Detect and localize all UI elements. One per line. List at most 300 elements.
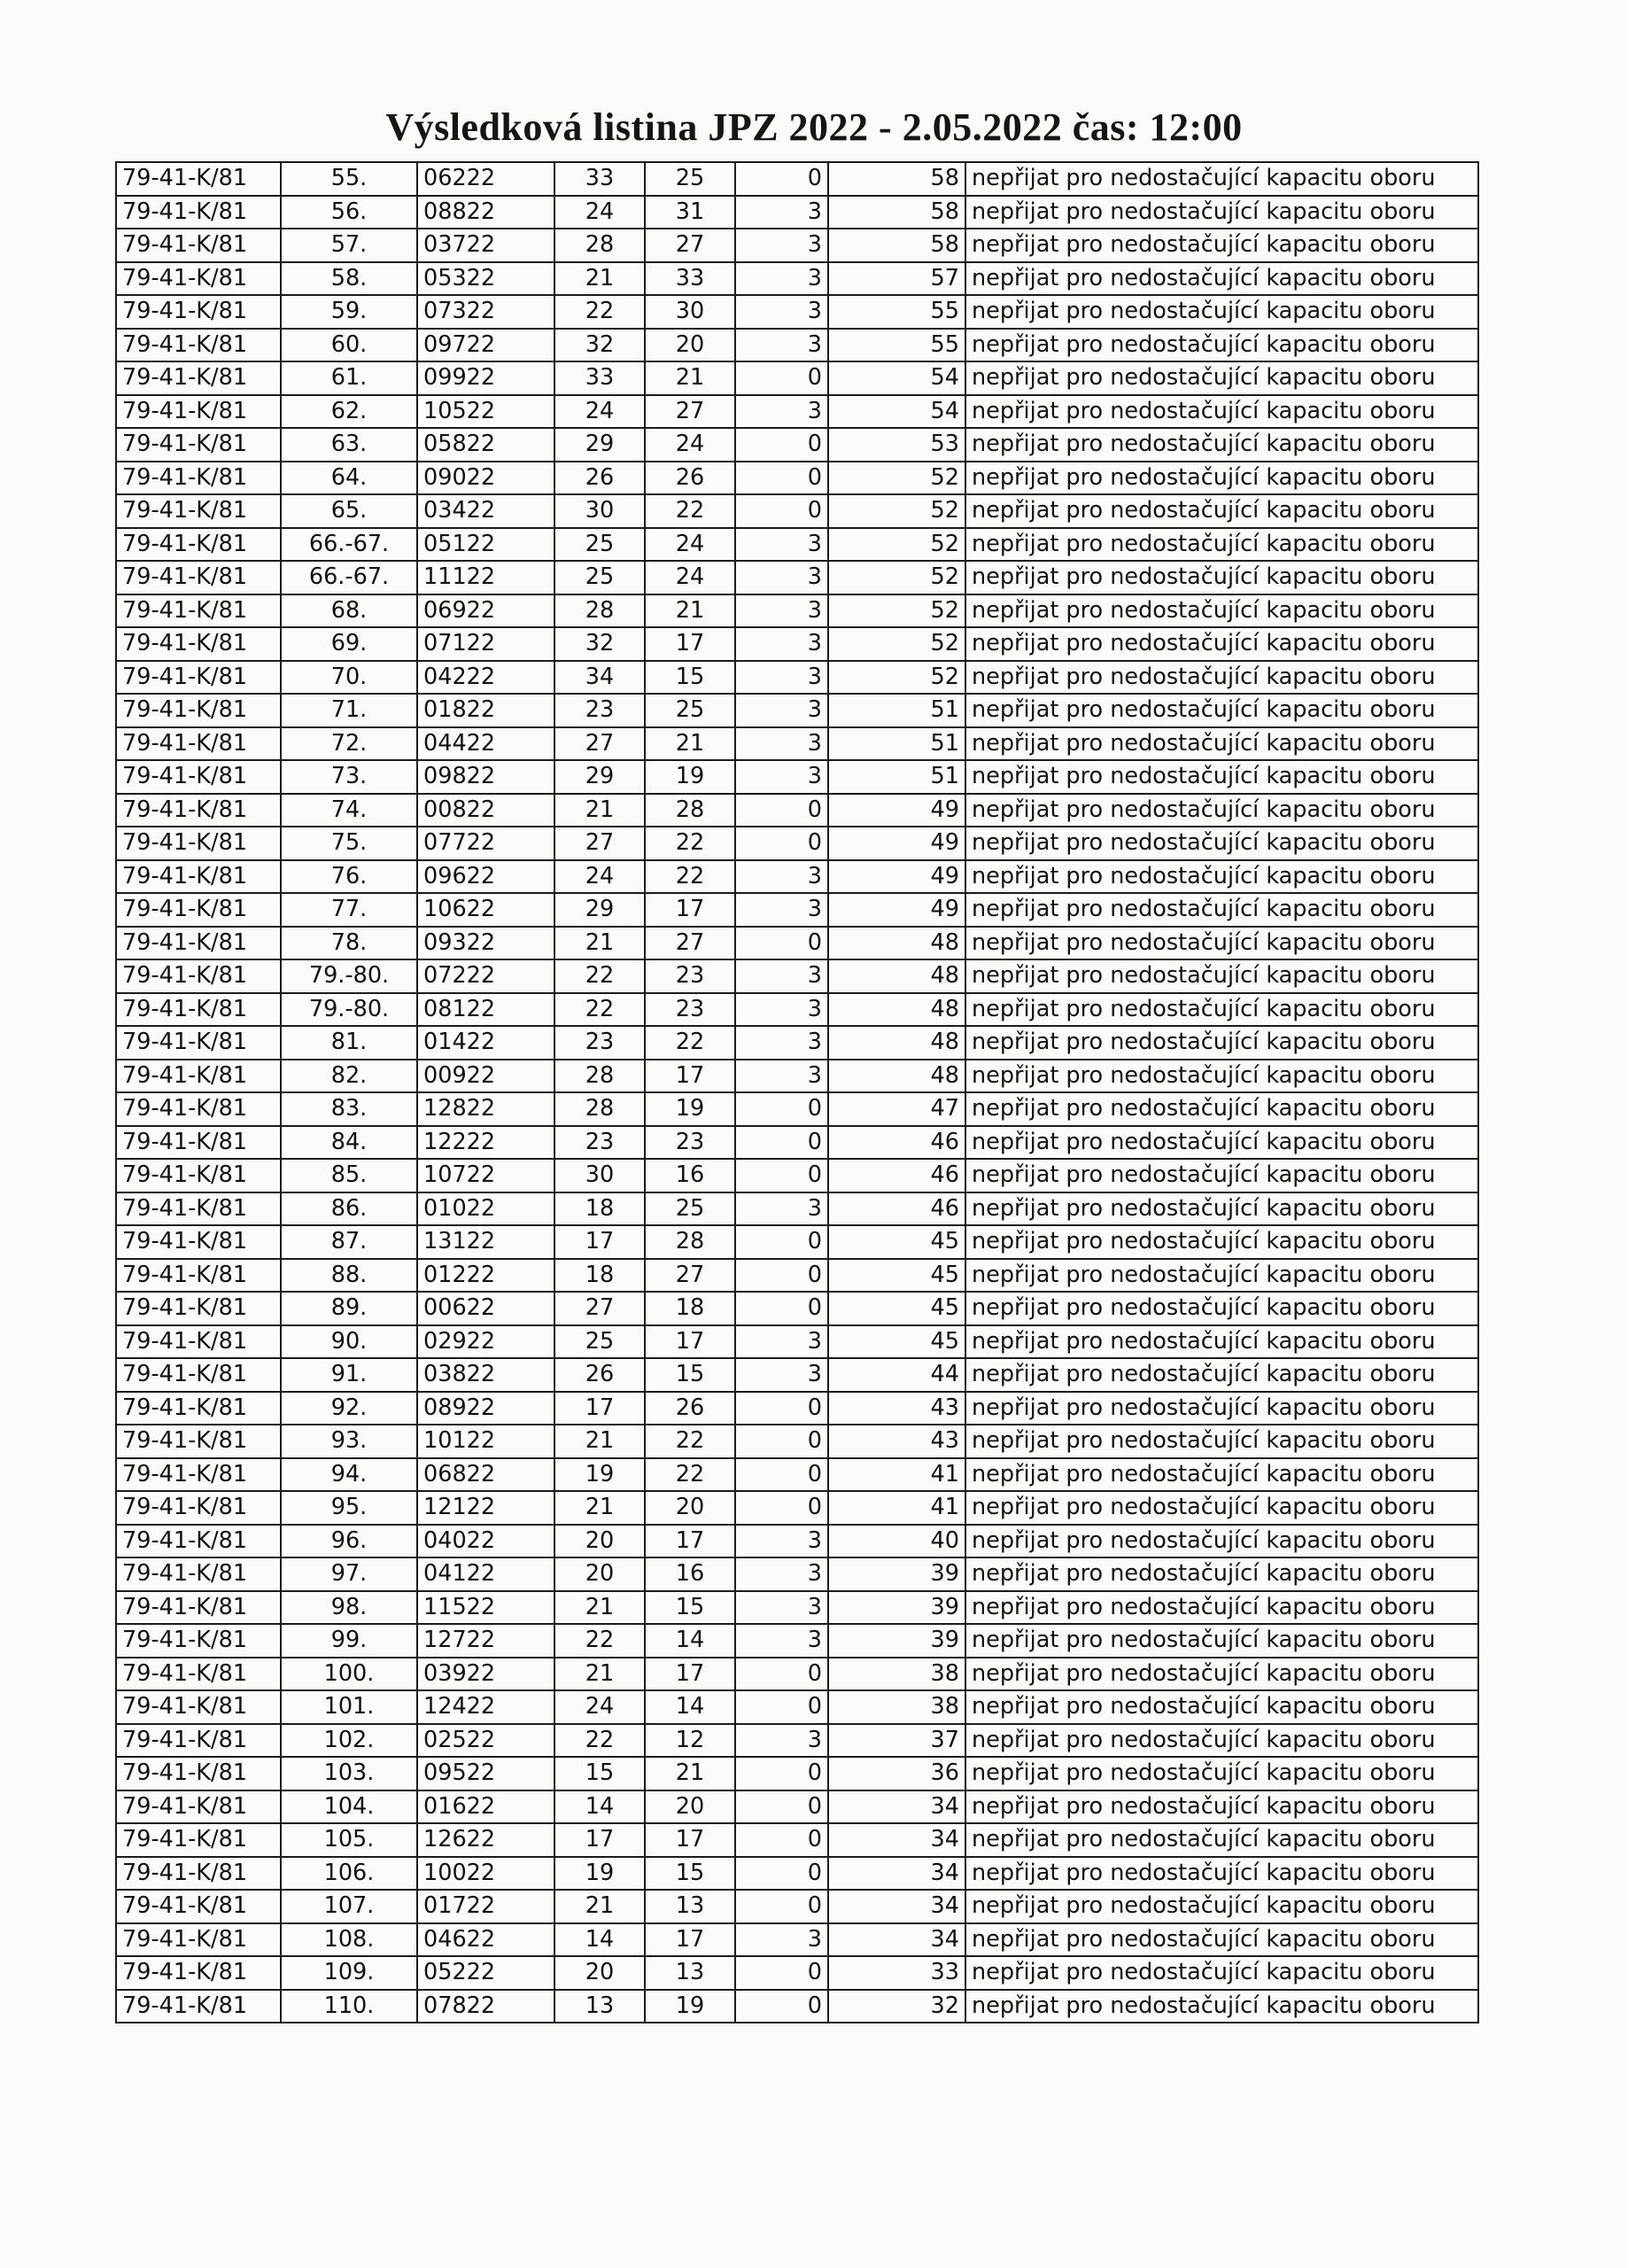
cell-bonus: 0	[735, 1225, 828, 1259]
table-row	[116, 1026, 1478, 1060]
cell-bonus: 3	[735, 329, 828, 362]
cell-obor: 79-41-K/81	[116, 361, 281, 395]
cell-bonus: 3	[735, 196, 828, 229]
cell-poradi: 82.	[281, 1060, 417, 1093]
cell-poradi: 66.-67.	[281, 561, 417, 594]
cell-celkem: 37	[828, 1724, 965, 1758]
cell-celkem: 52	[828, 528, 965, 562]
cell-mat: 27	[645, 229, 735, 262]
cell-kod: 04222	[417, 661, 554, 695]
cell-mat: 17	[645, 1923, 735, 1957]
cell-mat: 27	[645, 1259, 735, 1293]
cell-celkem: 32	[828, 1990, 965, 2023]
cell-cj: 24	[554, 1690, 645, 1724]
table-row	[116, 1126, 1478, 1160]
cell-celkem: 48	[828, 993, 965, 1027]
cell-vysledek: nepřijat pro nedostačující kapacitu oboru	[965, 760, 1478, 794]
cell-bonus: 0	[735, 1890, 828, 1923]
cell-celkem: 34	[828, 1790, 965, 1824]
table-row	[116, 661, 1478, 695]
cell-vysledek: nepřijat pro nedostačující kapacitu oboru	[965, 528, 1478, 562]
cell-celkem: 52	[828, 462, 965, 495]
cell-poradi: 95.	[281, 1491, 417, 1525]
cell-mat: 20	[645, 1790, 735, 1824]
cell-cj: 13	[554, 1990, 645, 2023]
cell-bonus: 3	[735, 1358, 828, 1392]
cell-cj: 22	[554, 959, 645, 993]
cell-poradi: 105.	[281, 1823, 417, 1857]
cell-kod: 01422	[417, 1026, 554, 1060]
cell-bonus: 3	[735, 1525, 828, 1558]
cell-celkem: 52	[828, 594, 965, 628]
cell-bonus: 3	[735, 1923, 828, 1957]
cell-celkem: 54	[828, 395, 965, 429]
table-row	[116, 1591, 1478, 1625]
cell-vysledek: nepřijat pro nedostačující kapacitu oboru	[965, 561, 1478, 594]
cell-bonus: 0	[735, 428, 828, 462]
table-row	[116, 1192, 1478, 1226]
cell-bonus: 0	[735, 1458, 828, 1492]
cell-bonus: 0	[735, 1491, 828, 1525]
cell-bonus: 3	[735, 993, 828, 1027]
cell-cj: 21	[554, 1658, 645, 1691]
cell-poradi: 94.	[281, 1458, 417, 1492]
cell-vysledek: nepřijat pro nedostačující kapacitu oboru	[965, 395, 1478, 429]
cell-vysledek: nepřijat pro nedostačující kapacitu oboru	[965, 1026, 1478, 1060]
cell-obor: 79-41-K/81	[116, 1890, 281, 1923]
cell-cj: 20	[554, 1525, 645, 1558]
cell-mat: 18	[645, 1292, 735, 1325]
cell-cj: 25	[554, 1325, 645, 1359]
cell-obor: 79-41-K/81	[116, 860, 281, 894]
cell-vysledek: nepřijat pro nedostačující kapacitu oboru	[965, 1126, 1478, 1160]
cell-obor: 79-41-K/81	[116, 661, 281, 695]
cell-mat: 21	[645, 727, 735, 761]
cell-kod: 00822	[417, 794, 554, 827]
cell-mat: 23	[645, 1126, 735, 1160]
cell-kod: 02922	[417, 1325, 554, 1359]
table-row	[116, 229, 1478, 262]
table-row	[116, 694, 1478, 727]
table-row	[116, 428, 1478, 462]
table-row	[116, 959, 1478, 993]
cell-bonus: 3	[735, 1557, 828, 1591]
cell-mat: 28	[645, 1225, 735, 1259]
cell-bonus: 0	[735, 1092, 828, 1126]
cell-cj: 20	[554, 1956, 645, 1990]
cell-vysledek: nepřijat pro nedostačující kapacitu oboru	[965, 627, 1478, 661]
table-row	[116, 196, 1478, 229]
cell-celkem: 39	[828, 1624, 965, 1658]
cell-mat: 14	[645, 1690, 735, 1724]
cell-poradi: 96.	[281, 1525, 417, 1558]
cell-vysledek: nepřijat pro nedostačující kapacitu oboru	[965, 1658, 1478, 1691]
cell-cj: 18	[554, 1192, 645, 1226]
cell-vysledek: nepřijat pro nedostačující kapacitu oboru	[965, 1292, 1478, 1325]
cell-celkem: 38	[828, 1690, 965, 1724]
cell-mat: 16	[645, 1557, 735, 1591]
cell-obor: 79-41-K/81	[116, 959, 281, 993]
cell-celkem: 48	[828, 1060, 965, 1093]
cell-poradi: 100.	[281, 1658, 417, 1691]
cell-cj: 28	[554, 229, 645, 262]
cell-vysledek: nepřijat pro nedostačující kapacitu oboru	[965, 1823, 1478, 1857]
cell-poradi: 75.	[281, 827, 417, 860]
cell-mat: 19	[645, 760, 735, 794]
cell-cj: 21	[554, 927, 645, 960]
cell-obor: 79-41-K/81	[116, 1292, 281, 1325]
cell-mat: 21	[645, 361, 735, 395]
cell-cj: 26	[554, 1358, 645, 1392]
cell-kod: 09722	[417, 329, 554, 362]
cell-cj: 22	[554, 295, 645, 329]
cell-obor: 79-41-K/81	[116, 1658, 281, 1691]
cell-bonus: 3	[735, 1624, 828, 1658]
cell-bonus: 0	[735, 1126, 828, 1160]
cell-vysledek: nepřijat pro nedostačující kapacitu oboru	[965, 229, 1478, 262]
cell-vysledek: nepřijat pro nedostačující kapacitu oboru	[965, 694, 1478, 727]
cell-bonus: 3	[735, 1724, 828, 1758]
cell-obor: 79-41-K/81	[116, 1557, 281, 1591]
cell-obor: 79-41-K/81	[116, 329, 281, 362]
cell-mat: 23	[645, 959, 735, 993]
cell-celkem: 40	[828, 1525, 965, 1558]
cell-cj: 28	[554, 1060, 645, 1093]
cell-bonus: 3	[735, 860, 828, 894]
cell-bonus: 3	[735, 1060, 828, 1093]
cell-bonus: 0	[735, 361, 828, 395]
cell-cj: 29	[554, 428, 645, 462]
cell-bonus: 0	[735, 1757, 828, 1790]
cell-poradi: 70.	[281, 661, 417, 695]
cell-mat: 25	[645, 694, 735, 727]
cell-poradi: 84.	[281, 1126, 417, 1160]
cell-cj: 32	[554, 329, 645, 362]
cell-obor: 79-41-K/81	[116, 1225, 281, 1259]
cell-cj: 24	[554, 395, 645, 429]
table-row	[116, 494, 1478, 528]
cell-obor: 79-41-K/81	[116, 627, 281, 661]
cell-kod: 04422	[417, 727, 554, 761]
cell-cj: 25	[554, 561, 645, 594]
cell-celkem: 48	[828, 1026, 965, 1060]
cell-obor: 79-41-K/81	[116, 428, 281, 462]
cell-kod: 03822	[417, 1358, 554, 1392]
cell-cj: 28	[554, 1092, 645, 1126]
cell-vysledek: nepřijat pro nedostačující kapacitu oboru	[965, 1192, 1478, 1226]
cell-poradi: 102.	[281, 1724, 417, 1758]
cell-celkem: 49	[828, 827, 965, 860]
cell-poradi: 59.	[281, 295, 417, 329]
cell-obor: 79-41-K/81	[116, 1757, 281, 1790]
cell-bonus: 0	[735, 1159, 828, 1192]
cell-kod: 03922	[417, 1658, 554, 1691]
cell-celkem: 44	[828, 1358, 965, 1392]
cell-poradi: 93.	[281, 1425, 417, 1458]
cell-obor: 79-41-K/81	[116, 561, 281, 594]
cell-mat: 17	[645, 1325, 735, 1359]
cell-mat: 17	[645, 627, 735, 661]
cell-kod: 12222	[417, 1126, 554, 1160]
cell-kod: 05222	[417, 1956, 554, 1990]
cell-cj: 21	[554, 1890, 645, 1923]
cell-bonus: 3	[735, 395, 828, 429]
cell-bonus: 3	[735, 1591, 828, 1625]
cell-celkem: 52	[828, 494, 965, 528]
cell-vysledek: nepřijat pro nedostačující kapacitu oboru	[965, 1990, 1478, 2023]
cell-vysledek: nepřijat pro nedostačující kapacitu oboru	[965, 262, 1478, 296]
cell-kod: 09322	[417, 927, 554, 960]
cell-celkem: 45	[828, 1225, 965, 1259]
cell-cj: 30	[554, 1159, 645, 1192]
cell-cj: 18	[554, 1259, 645, 1293]
cell-bonus: 3	[735, 528, 828, 562]
cell-mat: 25	[645, 1192, 735, 1226]
cell-obor: 79-41-K/81	[116, 1491, 281, 1525]
cell-mat: 15	[645, 1857, 735, 1891]
cell-vysledek: nepřijat pro nedostačující kapacitu oboru	[965, 1525, 1478, 1558]
cell-poradi: 56.	[281, 196, 417, 229]
cell-obor: 79-41-K/81	[116, 1392, 281, 1425]
cell-poradi: 57.	[281, 229, 417, 262]
cell-kod: 01822	[417, 694, 554, 727]
cell-cj: 27	[554, 827, 645, 860]
cell-poradi: 79.-80.	[281, 959, 417, 993]
cell-mat: 15	[645, 661, 735, 695]
cell-vysledek: nepřijat pro nedostačující kapacitu oboru	[965, 1491, 1478, 1525]
cell-cj: 14	[554, 1923, 645, 1957]
cell-celkem: 51	[828, 760, 965, 794]
cell-kod: 12122	[417, 1491, 554, 1525]
cell-mat: 15	[645, 1591, 735, 1625]
cell-cj: 22	[554, 993, 645, 1027]
cell-obor: 79-41-K/81	[116, 1259, 281, 1293]
cell-poradi: 77.	[281, 893, 417, 927]
cell-celkem: 58	[828, 229, 965, 262]
cell-bonus: 3	[735, 229, 828, 262]
cell-cj: 34	[554, 661, 645, 695]
cell-celkem: 47	[828, 1092, 965, 1126]
cell-mat: 19	[645, 1990, 735, 2023]
cell-kod: 10522	[417, 395, 554, 429]
cell-cj: 23	[554, 1026, 645, 1060]
cell-poradi: 55.	[281, 162, 417, 196]
cell-poradi: 103.	[281, 1757, 417, 1790]
cell-kod: 00622	[417, 1292, 554, 1325]
cell-vysledek: nepřijat pro nedostačující kapacitu oboru	[965, 1956, 1478, 1990]
table-row	[116, 1624, 1478, 1658]
cell-celkem: 33	[828, 1956, 965, 1990]
cell-mat: 25	[645, 162, 735, 196]
cell-obor: 79-41-K/81	[116, 1126, 281, 1160]
cell-obor: 79-41-K/81	[116, 1425, 281, 1458]
cell-poradi: 97.	[281, 1557, 417, 1591]
cell-obor: 79-41-K/81	[116, 760, 281, 794]
cell-obor: 79-41-K/81	[116, 1458, 281, 1492]
cell-cj: 23	[554, 1126, 645, 1160]
cell-cj: 33	[554, 162, 645, 196]
cell-kod: 07122	[417, 627, 554, 661]
cell-kod: 05822	[417, 428, 554, 462]
cell-kod: 01222	[417, 1259, 554, 1293]
cell-vysledek: nepřijat pro nedostačující kapacitu oboru	[965, 162, 1478, 196]
cell-celkem: 55	[828, 295, 965, 329]
table-row	[116, 760, 1478, 794]
cell-celkem: 45	[828, 1325, 965, 1359]
cell-vysledek: nepřijat pro nedostačující kapacitu oboru	[965, 1591, 1478, 1625]
cell-vysledek: nepřijat pro nedostačující kapacitu oboru	[965, 1060, 1478, 1093]
cell-vysledek: nepřijat pro nedostačující kapacitu oboru	[965, 1724, 1478, 1758]
cell-kod: 13122	[417, 1225, 554, 1259]
cell-bonus: 3	[735, 959, 828, 993]
table-row	[116, 993, 1478, 1027]
cell-cj: 27	[554, 1292, 645, 1325]
cell-poradi: 64.	[281, 462, 417, 495]
cell-cj: 23	[554, 694, 645, 727]
cell-vysledek: nepřijat pro nedostačující kapacitu oboru	[965, 361, 1478, 395]
cell-bonus: 0	[735, 1823, 828, 1857]
cell-kod: 09922	[417, 361, 554, 395]
cell-obor: 79-41-K/81	[116, 694, 281, 727]
table-row	[116, 860, 1478, 894]
cell-obor: 79-41-K/81	[116, 727, 281, 761]
cell-kod: 04622	[417, 1923, 554, 1957]
cell-kod: 08822	[417, 196, 554, 229]
cell-bonus: 0	[735, 1956, 828, 1990]
cell-mat: 27	[645, 395, 735, 429]
cell-celkem: 41	[828, 1491, 965, 1525]
cell-kod: 07322	[417, 295, 554, 329]
cell-celkem: 36	[828, 1757, 965, 1790]
cell-celkem: 49	[828, 794, 965, 827]
cell-obor: 79-41-K/81	[116, 229, 281, 262]
cell-cj: 14	[554, 1790, 645, 1824]
cell-cj: 20	[554, 1557, 645, 1591]
cell-celkem: 52	[828, 661, 965, 695]
cell-poradi: 79.-80.	[281, 993, 417, 1027]
cell-obor: 79-41-K/81	[116, 262, 281, 296]
table-row	[116, 1690, 1478, 1724]
cell-obor: 79-41-K/81	[116, 196, 281, 229]
cell-mat: 28	[645, 794, 735, 827]
cell-vysledek: nepřijat pro nedostačující kapacitu oboru	[965, 1092, 1478, 1126]
cell-poradi: 87.	[281, 1225, 417, 1259]
cell-bonus: 3	[735, 1192, 828, 1226]
cell-vysledek: nepřijat pro nedostačující kapacitu oboru	[965, 661, 1478, 695]
cell-kod: 06922	[417, 594, 554, 628]
cell-bonus: 0	[735, 1790, 828, 1824]
cell-vysledek: nepřijat pro nedostačující kapacitu oboru	[965, 927, 1478, 960]
cell-bonus: 0	[735, 462, 828, 495]
cell-obor: 79-41-K/81	[116, 1823, 281, 1857]
cell-kod: 00922	[417, 1060, 554, 1093]
cell-obor: 79-41-K/81	[116, 1192, 281, 1226]
cell-bonus: 0	[735, 1658, 828, 1691]
cell-celkem: 38	[828, 1658, 965, 1691]
table-row	[116, 594, 1478, 628]
cell-celkem: 34	[828, 1857, 965, 1891]
cell-poradi: 68.	[281, 594, 417, 628]
table-row	[116, 1425, 1478, 1458]
cell-kod: 03422	[417, 494, 554, 528]
cell-cj: 21	[554, 262, 645, 296]
cell-celkem: 57	[828, 262, 965, 296]
table-row	[116, 927, 1478, 960]
table-row	[116, 727, 1478, 761]
cell-obor: 79-41-K/81	[116, 295, 281, 329]
cell-obor: 79-41-K/81	[116, 1525, 281, 1558]
results-table	[115, 161, 1479, 2023]
cell-vysledek: nepřijat pro nedostačující kapacitu oboru	[965, 1557, 1478, 1591]
cell-kod: 08922	[417, 1392, 554, 1425]
cell-vysledek: nepřijat pro nedostačující kapacitu oboru	[965, 428, 1478, 462]
cell-cj: 27	[554, 727, 645, 761]
cell-bonus: 3	[735, 627, 828, 661]
cell-kod: 10022	[417, 1857, 554, 1891]
cell-vysledek: nepřijat pro nedostačující kapacitu oboru	[965, 1890, 1478, 1923]
cell-poradi: 83.	[281, 1092, 417, 1126]
cell-celkem: 48	[828, 959, 965, 993]
cell-mat: 23	[645, 993, 735, 1027]
table-row	[116, 1557, 1478, 1591]
cell-mat: 22	[645, 860, 735, 894]
cell-celkem: 45	[828, 1259, 965, 1293]
cell-bonus: 0	[735, 927, 828, 960]
cell-celkem: 34	[828, 1890, 965, 1923]
cell-kod: 04122	[417, 1557, 554, 1591]
cell-obor: 79-41-K/81	[116, 1060, 281, 1093]
cell-kod: 12422	[417, 1690, 554, 1724]
table-row	[116, 1060, 1478, 1093]
cell-celkem: 52	[828, 627, 965, 661]
table-row	[116, 1392, 1478, 1425]
cell-bonus: 0	[735, 1259, 828, 1293]
cell-celkem: 55	[828, 329, 965, 362]
cell-obor: 79-41-K/81	[116, 1990, 281, 2023]
cell-mat: 27	[645, 927, 735, 960]
cell-obor: 79-41-K/81	[116, 395, 281, 429]
cell-vysledek: nepřijat pro nedostačující kapacitu oboru	[965, 1225, 1478, 1259]
cell-bonus: 0	[735, 1392, 828, 1425]
cell-bonus: 0	[735, 162, 828, 196]
cell-vysledek: nepřijat pro nedostačující kapacitu oboru	[965, 1159, 1478, 1192]
cell-bonus: 3	[735, 1026, 828, 1060]
cell-obor: 79-41-K/81	[116, 1690, 281, 1724]
table-row	[116, 794, 1478, 827]
cell-kod: 09022	[417, 462, 554, 495]
cell-vysledek: nepřijat pro nedostačující kapacitu oboru	[965, 1757, 1478, 1790]
cell-celkem: 52	[828, 561, 965, 594]
cell-mat: 22	[645, 827, 735, 860]
table-row	[116, 1225, 1478, 1259]
cell-cj: 21	[554, 1591, 645, 1625]
cell-bonus: 0	[735, 1690, 828, 1724]
cell-mat: 22	[645, 494, 735, 528]
cell-mat: 33	[645, 262, 735, 296]
cell-celkem: 54	[828, 361, 965, 395]
cell-cj: 32	[554, 627, 645, 661]
cell-kod: 05322	[417, 262, 554, 296]
table-row	[116, 1890, 1478, 1923]
cell-mat: 22	[645, 1425, 735, 1458]
cell-kod: 12822	[417, 1092, 554, 1126]
cell-cj: 22	[554, 1724, 645, 1758]
cell-kod: 09622	[417, 860, 554, 894]
cell-poradi: 109.	[281, 1956, 417, 1990]
cell-cj: 21	[554, 1425, 645, 1458]
table-row	[116, 627, 1478, 661]
cell-vysledek: nepřijat pro nedostačující kapacitu oboru	[965, 1358, 1478, 1392]
